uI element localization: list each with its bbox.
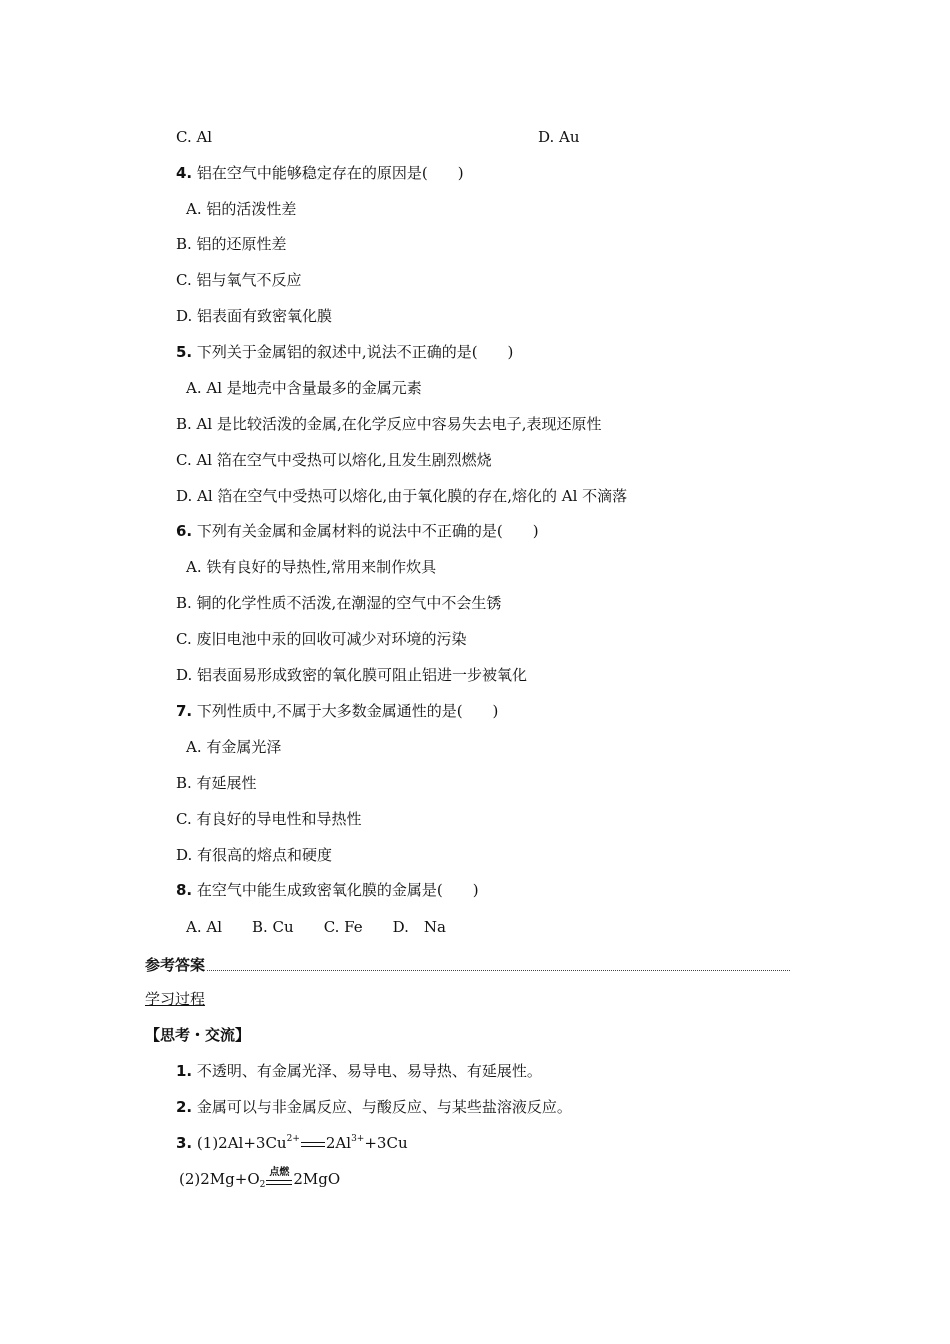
answer-item xyxy=(176,1061,542,1081)
charge: 3+ xyxy=(351,1134,365,1144)
option-d: D. Al 箔在空气中受热可以熔化,由于氧化膜的存在,熔化的 Al 不滴落 xyxy=(176,487,628,505)
eq-left: 2Al+3Cu xyxy=(218,1134,287,1152)
answer-text: 金属可以与非金属反应、与酸反应、与某些盐溶液反应。 xyxy=(196,1098,572,1116)
option-a: A. Al 是地壳中含量最多的金属元素 xyxy=(186,379,422,397)
answers-title: 参考答案 xyxy=(145,956,206,974)
option-b: B. 有延展性 xyxy=(176,774,257,792)
question-stem xyxy=(176,163,464,183)
subscript: 2 xyxy=(259,1180,266,1190)
option-a: A. 有金属光泽 xyxy=(186,738,282,756)
question-number: 5. xyxy=(176,343,193,361)
eq-prefix: (2) xyxy=(179,1170,201,1188)
option-c: C. 废旧电池中汞的回收可减少对环境的污染 xyxy=(176,630,467,648)
answer-item xyxy=(176,1097,572,1117)
question-text: 铝在空气中能够稳定存在的原因是( ) xyxy=(196,164,464,182)
charge: 2+ xyxy=(286,1134,300,1144)
option-b: B. 铜的化学性质不活泼,在潮湿的空气中不会生锈 xyxy=(176,594,502,612)
eq-right: +3Cu xyxy=(364,1134,408,1152)
q3-option-c: C. Al xyxy=(176,128,213,146)
question-stem xyxy=(176,342,513,362)
eq-right: 2Al xyxy=(325,1134,352,1152)
question-number: 8. xyxy=(176,881,193,899)
answer-item-equation-2 xyxy=(179,1169,340,1189)
answer-number: 1. xyxy=(176,1062,193,1080)
condition-label: 点燃 xyxy=(269,1167,290,1178)
inline-options: A. Al B. Cu C. Fe D. Na xyxy=(186,918,446,936)
option-d: D. 铝表面易形成致密的氧化膜可阻止铝进一步被氧化 xyxy=(176,666,528,684)
option-c: C. 有良好的导电性和导热性 xyxy=(176,810,362,828)
option-d: D. 有很高的熔点和硬度 xyxy=(176,846,333,864)
question-stem xyxy=(176,521,539,541)
option-c: C. Al 箔在空气中受热可以熔化,且发生剧烈燃烧 xyxy=(176,451,492,469)
answer-item-equation-1 xyxy=(176,1133,408,1153)
question-text: 下列关于金属铝的叙述中,说法不正确的是( ) xyxy=(196,343,514,361)
option-b: B. Al 是比较活泼的金属,在化学反应中容易失去电子,表现还原性 xyxy=(176,415,602,433)
dotted-leader xyxy=(207,970,790,971)
option-d: D. 铝表面有致密氧化膜 xyxy=(176,307,333,325)
section-title: 学习过程 xyxy=(145,990,206,1008)
question-text: 下列有关金属和金属材料的说法中不正确的是( ) xyxy=(196,522,539,540)
question-number: 4. xyxy=(176,164,193,182)
question-text: 在空气中能生成致密氧化膜的金属是( ) xyxy=(196,881,479,899)
option-b: B. 铝的还原性差 xyxy=(176,235,287,253)
answer-number: 2. xyxy=(176,1098,193,1116)
option-c: C. 铝与氧气不反应 xyxy=(176,271,302,289)
answer-number: 3. xyxy=(176,1134,193,1152)
question-stem xyxy=(176,880,479,900)
equals-sign xyxy=(300,1133,326,1153)
option-a: A. 铁有良好的导热性,常用来制作炊具 xyxy=(186,558,437,576)
question-number: 7. xyxy=(176,702,193,720)
subsection-title: 【思考・交流】 xyxy=(145,1026,251,1044)
question-stem xyxy=(176,701,498,721)
answers-heading xyxy=(145,955,790,975)
eq-left: 2Mg+O xyxy=(200,1170,260,1188)
question-number: 6. xyxy=(176,522,193,540)
question-text: 下列性质中,不属于大多数金属通性的是( ) xyxy=(196,702,499,720)
option-a: A. 铝的活泼性差 xyxy=(186,200,297,218)
answer-text: 不透明、有金属光泽、易导电、易导热、有延展性。 xyxy=(196,1062,542,1080)
eq-right: 2MgO xyxy=(293,1170,341,1188)
q3-option-d: D. Au xyxy=(538,128,580,146)
reaction-condition-sign xyxy=(265,1169,293,1189)
eq-prefix: (1) xyxy=(196,1134,219,1152)
